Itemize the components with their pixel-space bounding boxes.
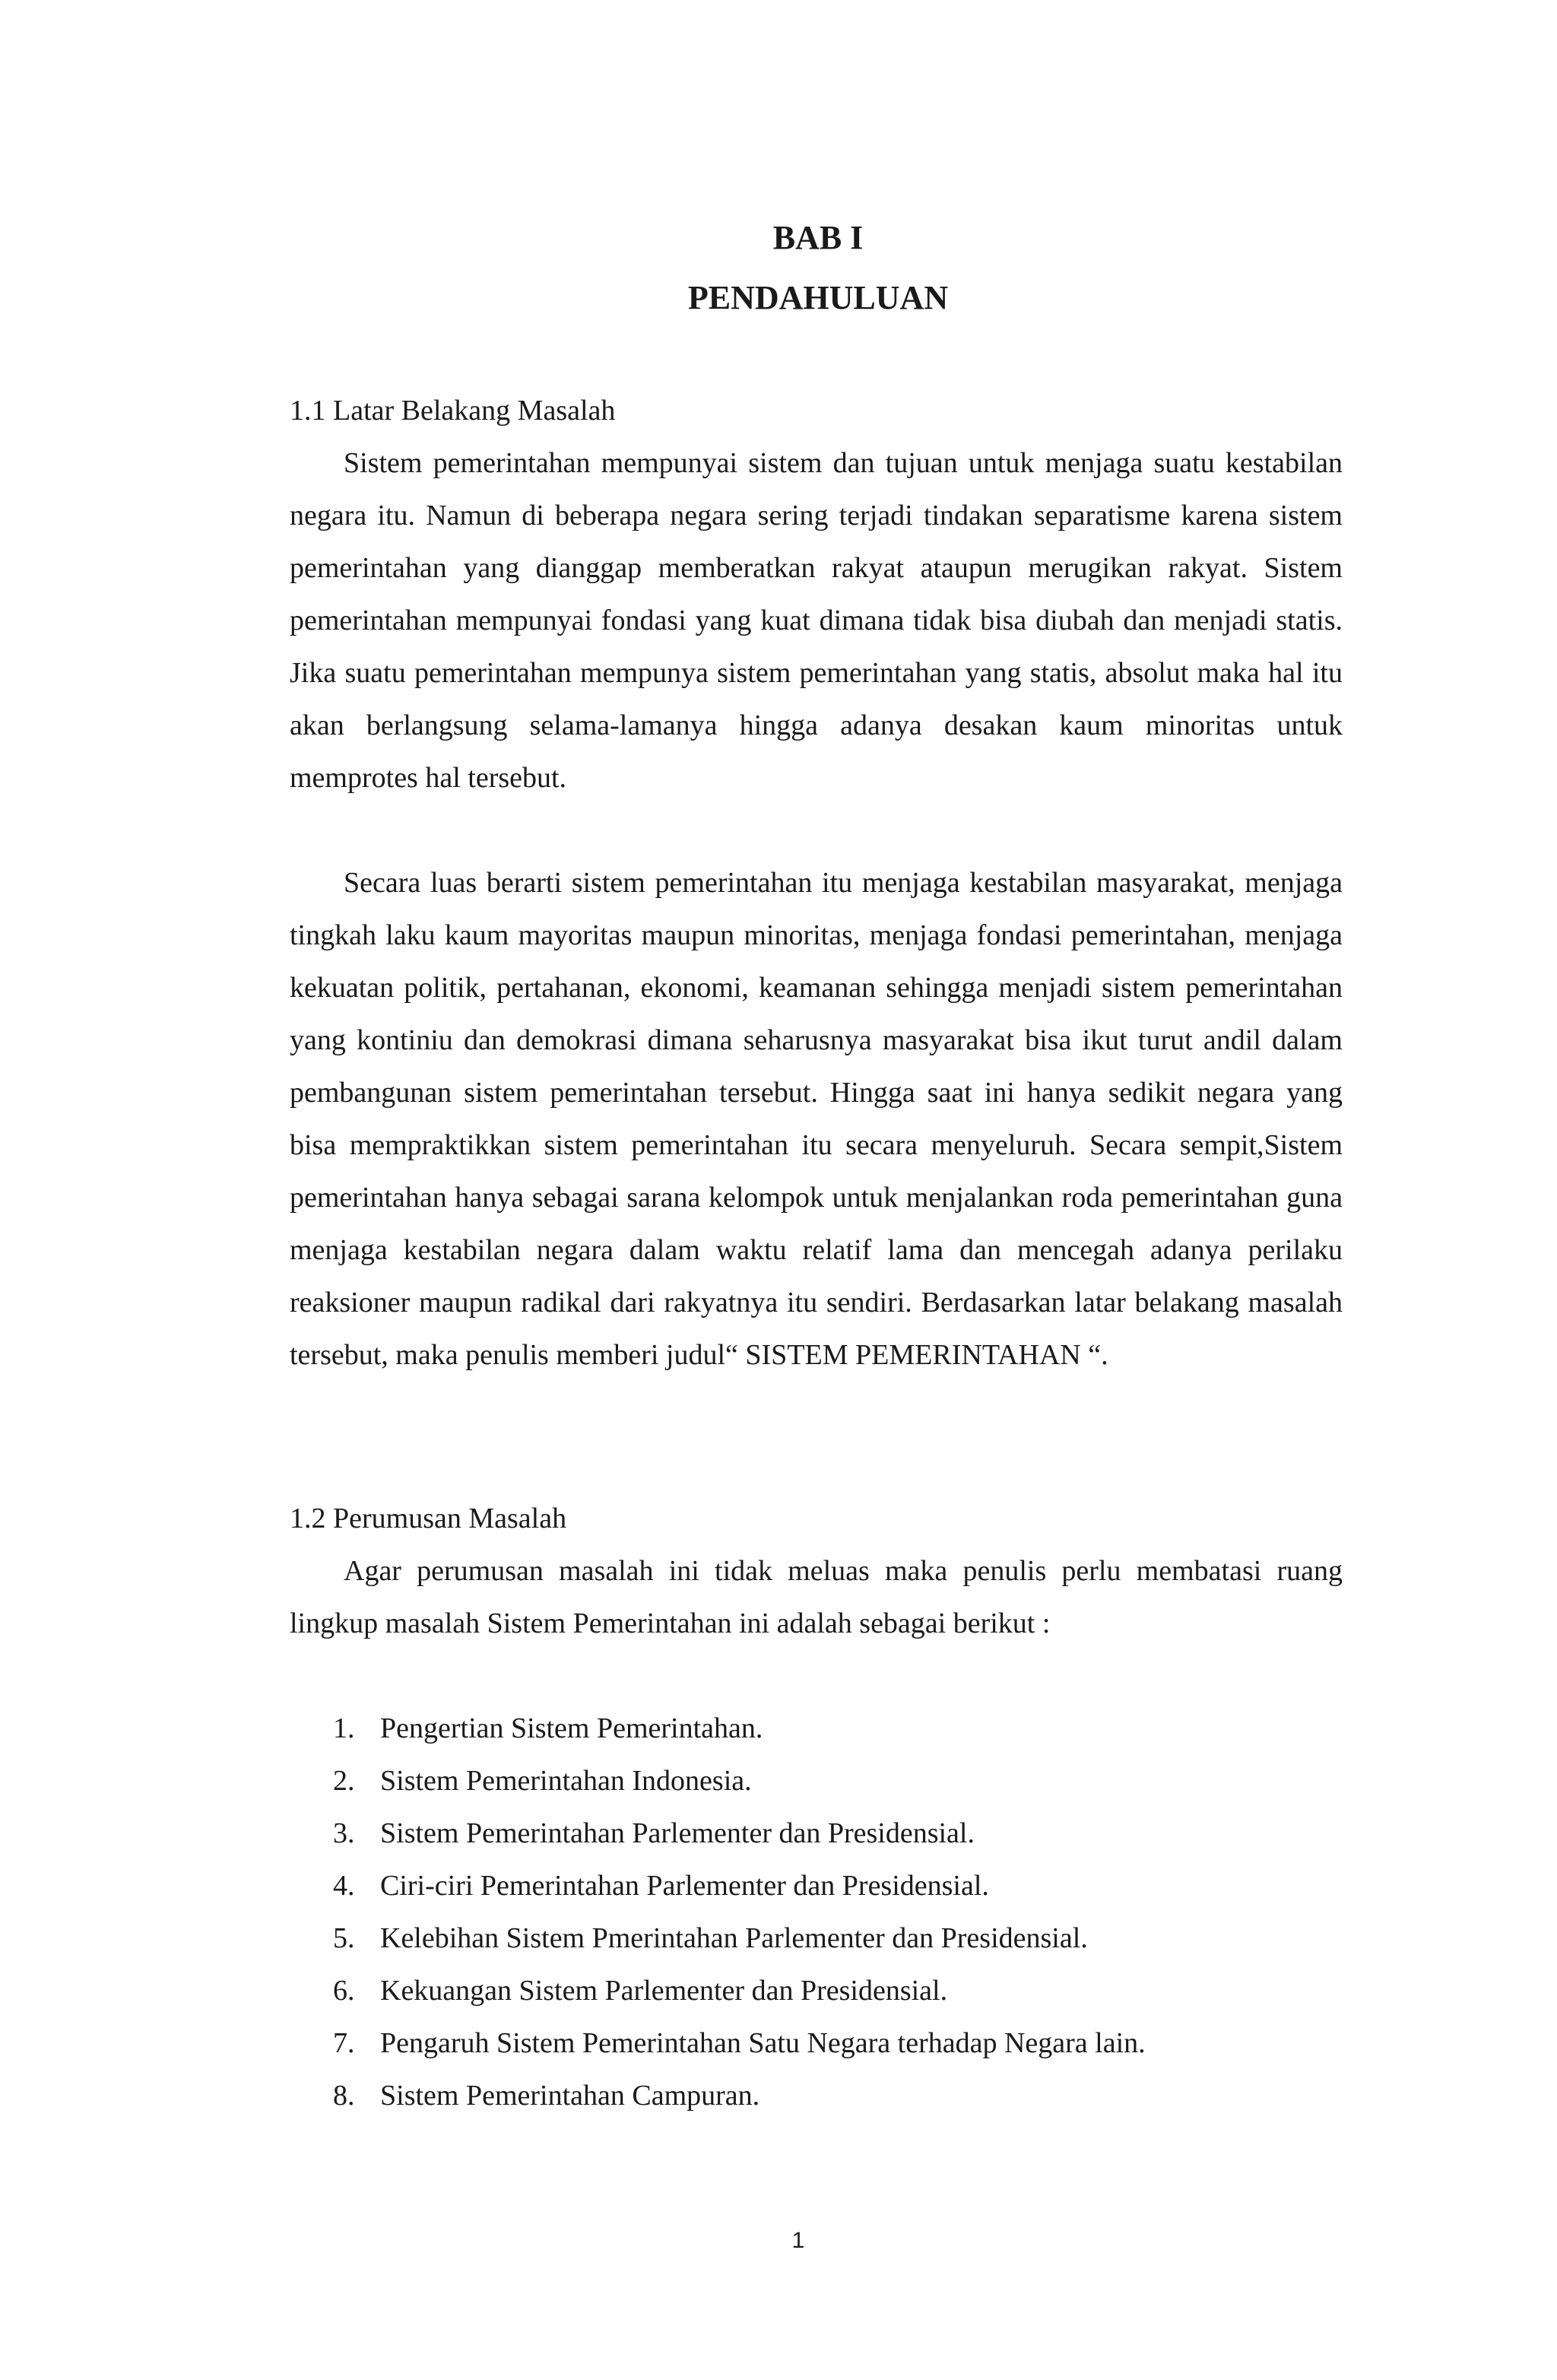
paragraph-latar-belakang-2: Secara luas berarti sistem pemerintahan itu menjaga kestabilan masyarakat, menjaga tingkah laku kaum mayoritas maupun minoritas, menjaga fondasi pemerintahan, menjaga kekuatan politik, pertahanan, ekonomi, keamanan sehingga menjadi sistem pemerintahan yang kontiniu dan demokrasi dimana seharusnya masyarakat bisa ikut turut andil dalam pembangunan sistem pemerintahan tersebut. Hingga saat ini hanya sedikit negara yang bisa mempraktikkan sistem pemerintahan itu secara menyeluruh. Secara sempit,Sistem pemerintahan hanya sebagai sarana kelompok untuk menjalankan roda pemerintahan guna menjaga kestabilan negara dalam waktu relatif lama dan mencegah adanya perilaku reaksioner maupun radikal dari rakyatnya itu sendiri. Berdasarkan latar belakang masalah tersebut, maka penulis memberi judul“ SISTEM PEMERINTAHAN “. (290, 867, 1343, 1371)
problem-list (290, 1702, 1343, 2122)
list-item (290, 1807, 1343, 1860)
chapter-title: PENDAHULUAN (687, 279, 949, 316)
list-item-text: Kelebihan Sistem Pmerintahan Parlementer dan Presidensial. (380, 1922, 1088, 1954)
list-item-number: 5. (333, 1922, 355, 1954)
section-heading-latar-belakang: 1.1 Latar Belakang Masalah (290, 395, 616, 427)
list-item (290, 1860, 1343, 1912)
list-item-text: Sistem Pemerintahan Indonesia. (380, 1765, 752, 1797)
list-item (290, 1755, 1343, 1807)
list-item-text: Kekuangan Sistem Parlementer dan Presidensial. (380, 1975, 948, 2007)
list-item-text: Sistem Pemerintahan Campuran. (380, 2080, 760, 2112)
list-item-number: 6. (333, 1975, 355, 2007)
paragraph-latar-belakang-1: Sistem pemerintahan mempunyai sistem dan tujuan untuk menjaga suatu kestabilan negara itu. Namun di beberapa negara sering terjadi tindakan separatisme karena sistem pemerintahan yang dianggap memberatkan rakyat ataupun merugikan rakyat. Sistem pemerintahan mempunyai fondasi yang kuat dimana tidak bisa diubah dan menjadi statis. Jika suatu pemerintahan mempunya sistem pemerintahan yang statis, absolut maka hal itu akan berlangsung selama-lamanya hingga adanya desakan kaum minoritas untuk memprotes hal tersebut. (290, 447, 1343, 794)
list-item (290, 1702, 1343, 1755)
section-heading-perumusan-masalah: 1.2 Perumusan Masalah (290, 1503, 567, 1534)
chapter-label: BAB I (772, 219, 864, 256)
list-item-text: Pengertian Sistem Pemerintahan. (380, 1712, 763, 1744)
list-item-text: Sistem Pemerintahan Parlementer dan Presidensial. (380, 1817, 975, 1849)
paragraph-perumusan-masalah: Agar perumusan masalah ini tidak meluas maka penulis perlu membatasi ruang lingkup masalah Sistem Pemerintahan ini adalah sebagai berikut : (290, 1555, 1343, 1639)
list-item-text: Pengaruh Sistem Pemerintahan Satu Negara terhadap Negara lain. (380, 2027, 1146, 2059)
list-item-number: 4. (333, 1870, 355, 1902)
list-item-number: 7. (333, 2027, 355, 2059)
list-item-number: 2. (333, 1765, 355, 1797)
list-item (290, 2070, 1343, 2122)
list-item (290, 1965, 1343, 2017)
list-item-text: Ciri-ciri Pemerintahan Parlementer dan Presidensial. (380, 1870, 989, 1902)
list-item-number: 3. (333, 1817, 355, 1849)
page-number: 1 (791, 2228, 805, 2253)
list-item-number: 1. (333, 1712, 355, 1744)
list-item-number: 8. (333, 2080, 355, 2112)
list-item (290, 1912, 1343, 1965)
list-item (290, 2017, 1343, 2070)
